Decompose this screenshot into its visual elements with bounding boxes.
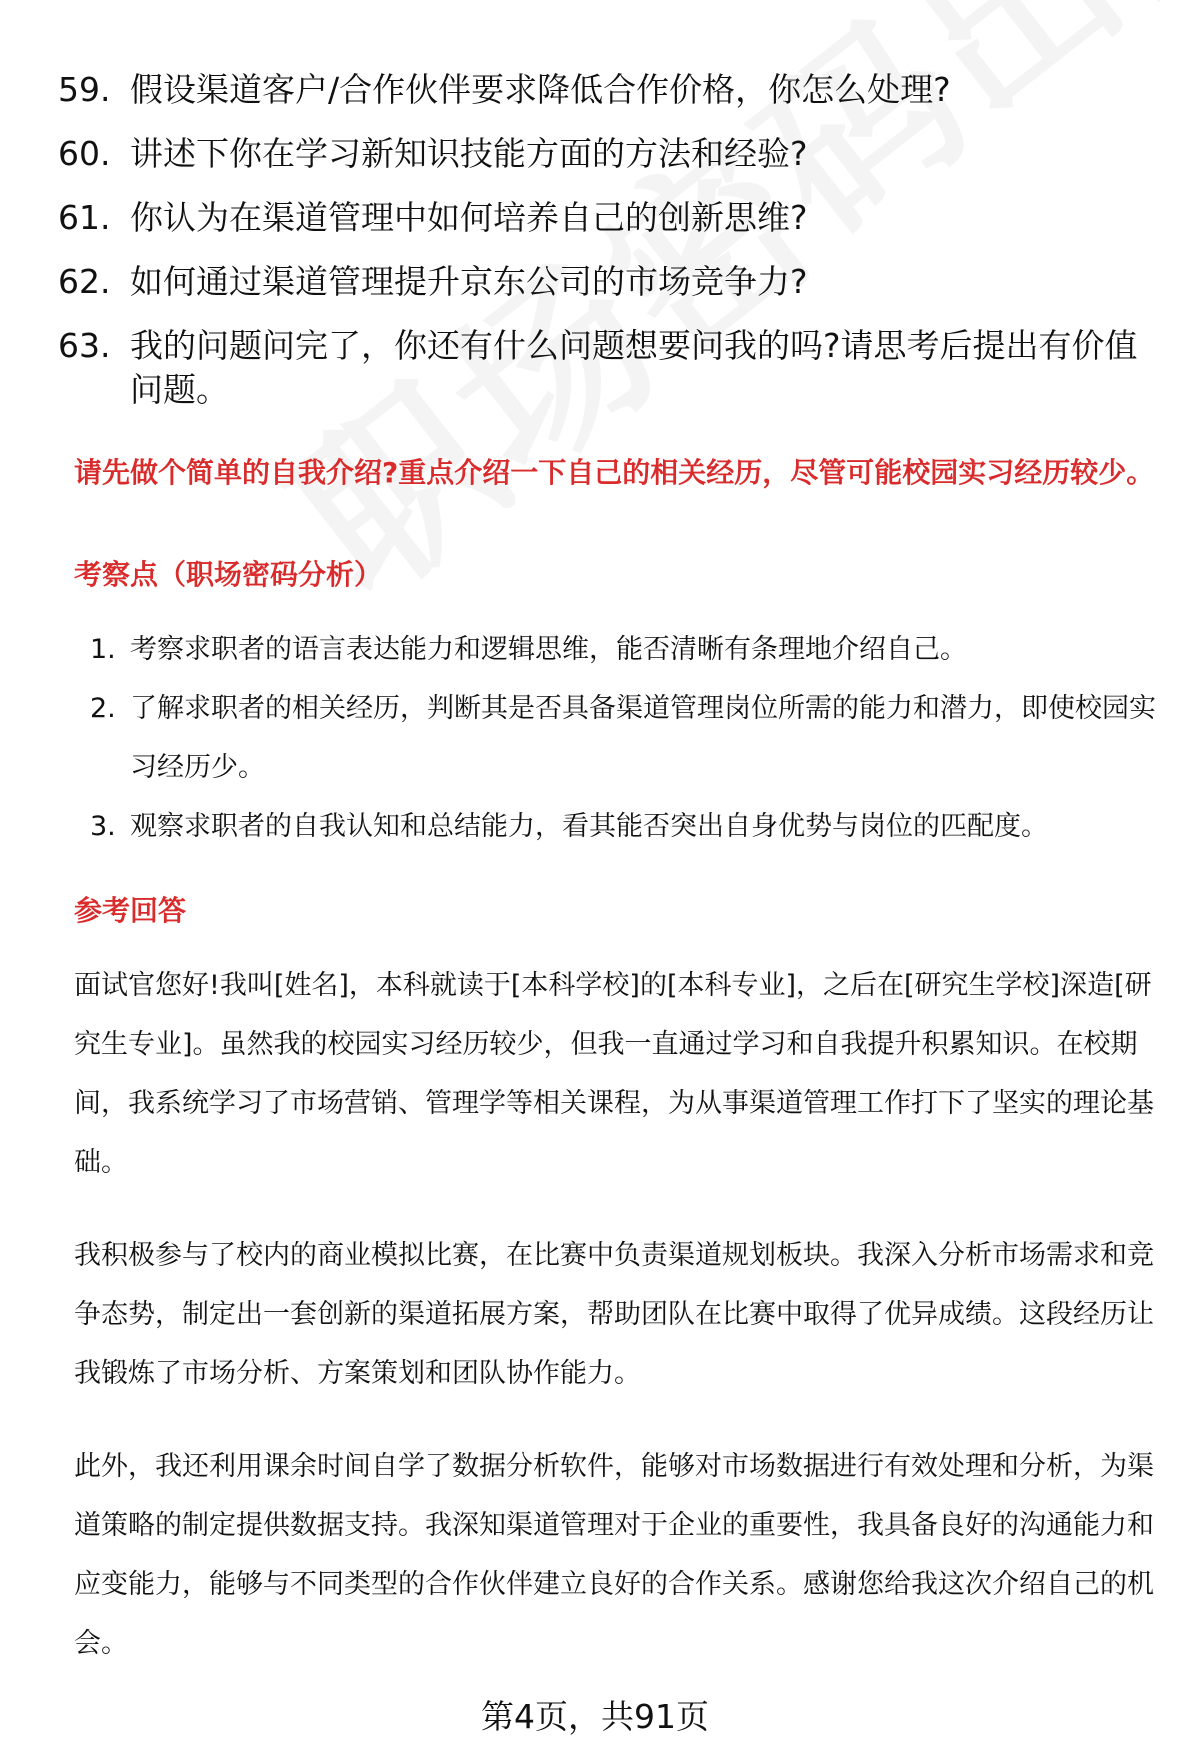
question-text: 假设渠道客户/合作伙伴要求降低合作价格，你怎么处理? [130, 70, 951, 109]
question-item [58, 196, 1158, 240]
question-text: 我的问题问完了，你还有什么问题想要问我的吗?请思考后提出有价值问题。 [130, 326, 1138, 409]
question-text: 你认为在渠道管理中如何培养自己的创新思维? [130, 198, 808, 237]
analysis-point [74, 679, 1164, 797]
analysis-point [74, 797, 1164, 856]
question-title-section [74, 454, 1164, 492]
analysis-heading: 考察点（职场密码分析） [74, 558, 383, 591]
question-item [58, 260, 1158, 304]
question-title: 请先做个简单的自我介绍?重点介绍一下自己的相关经历，尽管可能校园实习经历较少。 [74, 456, 1155, 489]
point-text: 观察求职者的自我认知和总结能力，看其能否突出自身优势与岗位的匹配度。 [130, 811, 1048, 842]
question-number: 62. [58, 262, 111, 301]
question-list [58, 68, 1158, 432]
analysis-section [74, 556, 1164, 594]
answer-paragraph: 我积极参与了校内的商业模拟比赛，在比赛中负责渠道规划板块。我深入分析市场需求和竞争态势，制定出一套创新的渠道拓展方案，帮助团队在比赛中取得了优异成绩。这段经历让我锻炼了市场分析、方案策划和团队协作能力。 [74, 1240, 1154, 1389]
question-item [58, 324, 1158, 412]
answer-paragraph-3 [74, 1437, 1164, 1673]
answer-heading: 参考回答 [74, 894, 187, 927]
question-text: 讲述下你在学习新知识技能方面的方法和经验? [130, 134, 808, 173]
point-number: 2. [90, 693, 116, 724]
page-footer: 第4页，共91页 [481, 1697, 709, 1736]
point-number: 3. [90, 811, 116, 842]
analysis-points [74, 620, 1164, 856]
point-text: 了解求职者的相关经历，判断其是否具备渠道管理岗位所需的能力和潜力，即使校园实习经历少。 [130, 693, 1156, 783]
question-number: 61. [58, 198, 111, 237]
question-item [58, 132, 1158, 176]
point-number: 1. [90, 634, 116, 665]
answer-section [74, 892, 1164, 930]
question-item [58, 68, 1158, 112]
answer-paragraph: 此外，我还利用课余时间自学了数据分析软件，能够对市场数据进行有效处理和分析，为渠道策略的制定提供数据支持。我深知渠道管理对于企业的重要性，我具备良好的沟通能力和应变能力，能够与不同类型的合作伙伴建立良好的合作关系。感谢您给我这次介绍自己的机会。 [74, 1451, 1154, 1659]
question-number: 60. [58, 134, 111, 173]
question-number: 63. [58, 326, 111, 365]
answer-paragraph: 面试官您好!我叫[姓名]，本科就读于[本科学校]的[本科专业]，之后在[研究生学校]深造[研究生专业]。虽然我的校园实习经历较少，但我一直通过学习和自我提升积累知识。在校期间，我系统学习了市场营销、管理学等相关课程，为从事渠道管理工作打下了坚实的理论基础。 [74, 970, 1154, 1178]
question-text: 如何通过渠道管理提升京东公司的市场竞争力? [130, 262, 808, 301]
point-text: 考察求职者的语言表达能力和逻辑思维，能否清晰有条理地介绍自己。 [130, 634, 967, 665]
question-number: 59. [58, 70, 111, 109]
analysis-point [74, 620, 1164, 679]
answer-paragraph-2 [74, 1226, 1164, 1403]
answer-paragraph-1 [74, 956, 1164, 1192]
